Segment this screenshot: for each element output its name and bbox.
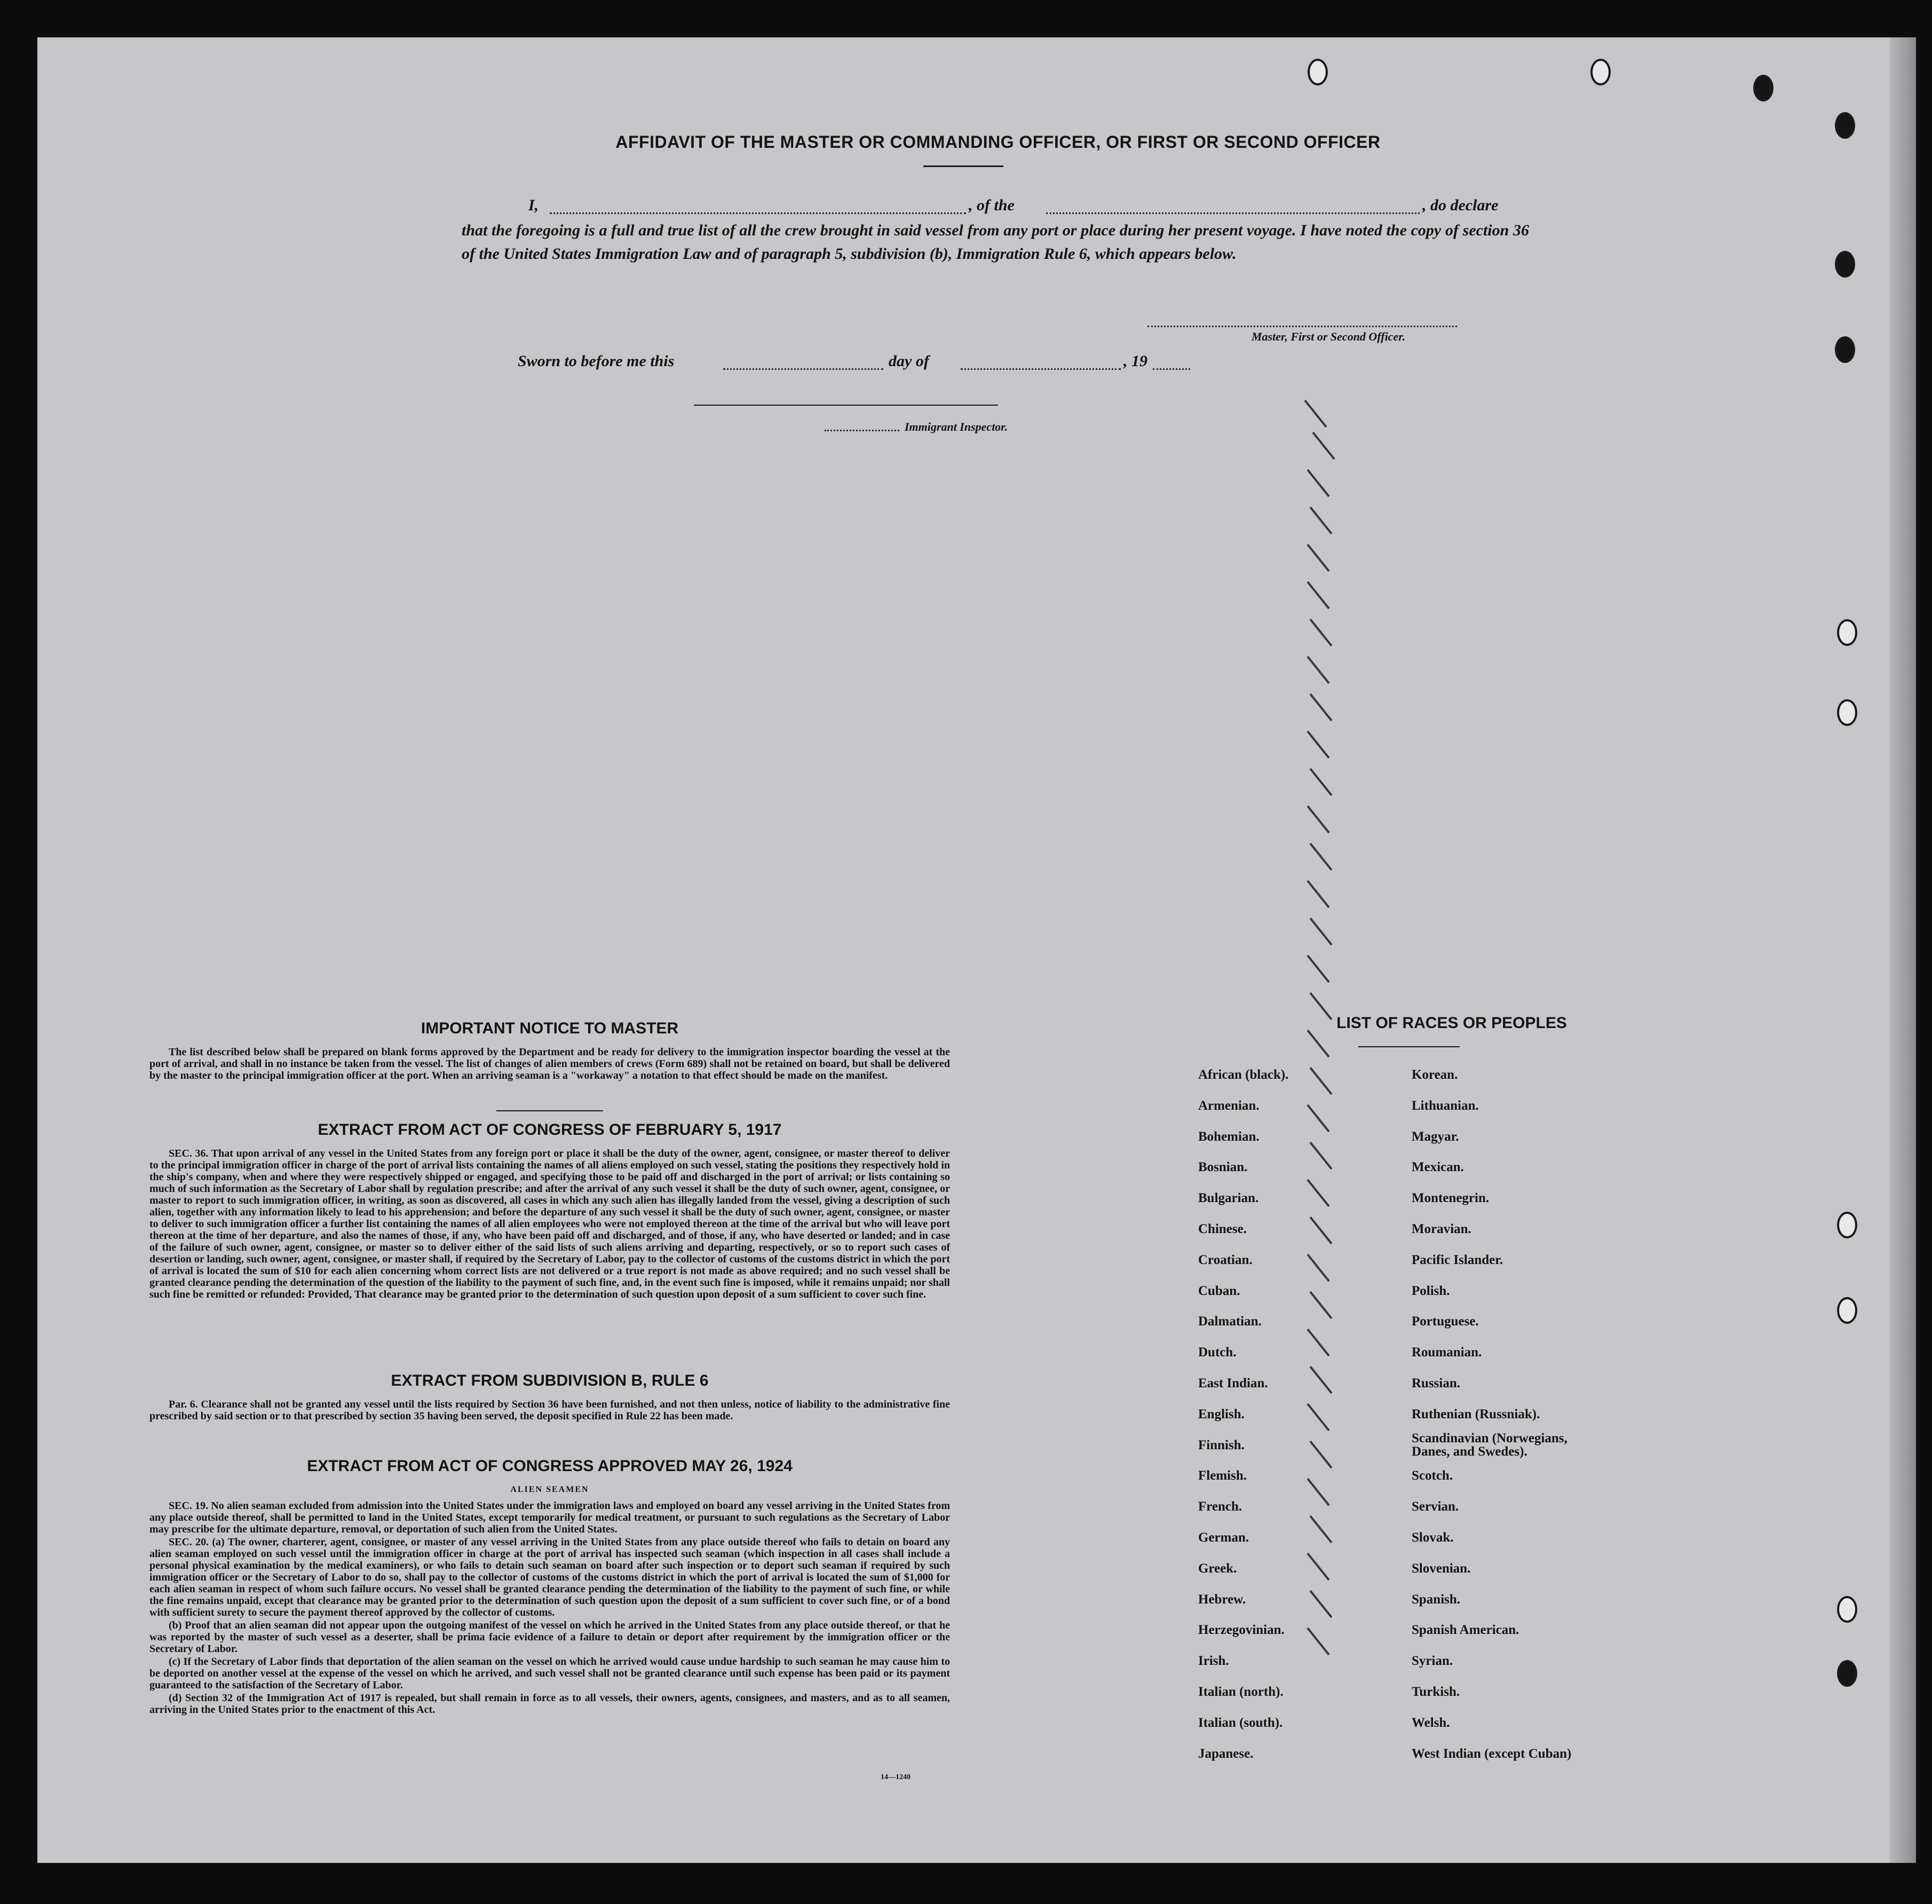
inspector-dots — [825, 430, 899, 431]
extract-1924-paragraph: (c) If the Secretary of Labor finds that deportation of the alien seaman on the vessel on which he arrived would cause undue hardship to such seaman he may cause him to be deported on another vessel at the expense of the vessel on which he arrived, and such vessel shall not be granted clearance until such expense has been paid or its payment guaranteed to the satisfaction of the Secretary of Labor. — [149, 1656, 950, 1691]
inspector-signature-line[interactable] — [694, 405, 998, 406]
race-item: Dalmatian. — [1198, 1314, 1262, 1329]
race-item: Hebrew. — [1198, 1592, 1246, 1607]
race-item: Slovak. — [1412, 1530, 1454, 1545]
punch-hole-icon — [1837, 619, 1857, 646]
punch-hole-icon — [1590, 59, 1611, 85]
extract-1917-text — [149, 1148, 950, 1301]
race-item: Armenian. — [1198, 1098, 1260, 1113]
race-item: Scotch. — [1412, 1468, 1453, 1483]
race-item: Moravian. — [1412, 1222, 1471, 1236]
sworn-day-of-label: day of — [889, 352, 929, 370]
race-item: Spanish. — [1412, 1592, 1461, 1607]
race-item: Bohemian. — [1198, 1129, 1260, 1144]
race-item: Flemish. — [1198, 1468, 1247, 1483]
signature-label: Master, First or Second Officer. — [1252, 330, 1406, 343]
extract-1924-paragraph: (b) Proof that an alien seaman did not appear upon the outgoing manifest of the vessel on which he arrived in the United States from any place outside thereof, or that he was reported by the master of such vessel as a deserter, shall be prima facie evidence of a failure to detain or deport after requirement by the immigration officer or the Secretary of Labor. — [149, 1619, 950, 1655]
punch-hole-icon — [1835, 336, 1855, 363]
punch-hole-icon — [1308, 59, 1328, 85]
race-item: Italian (north). — [1198, 1685, 1284, 1699]
races-title-underline — [1358, 1046, 1460, 1047]
affidavit-declare-label: , do declare — [1422, 196, 1499, 214]
race-item: Montenegrin. — [1412, 1191, 1490, 1206]
race-item: Cuban. — [1198, 1283, 1240, 1298]
punch-hole-icon — [1837, 1596, 1857, 1623]
sworn-day-blank-line[interactable] — [723, 368, 883, 370]
extract-1924-text — [149, 1500, 950, 1717]
race-item: Servian. — [1412, 1499, 1459, 1514]
extract-rule6-text — [149, 1399, 950, 1423]
race-item: Pacific Islander. — [1412, 1252, 1503, 1267]
punch-hole-icon — [1837, 699, 1857, 726]
race-item: English. — [1198, 1407, 1245, 1421]
race-item: Croatian. — [1198, 1252, 1253, 1267]
affidavit-statement: that the foregoing is a full and true list of all the crew brought in said vessel from any port or place during her present voyage. I have noted the copy of section 36 of the United States Immigration Law and of paragraph 5, subdivision (b), Immigration Rule 6, which appears below. — [462, 222, 1529, 263]
race-item: Syrian. — [1412, 1654, 1453, 1669]
punch-hole-icon — [1837, 1212, 1857, 1238]
race-item: Magyar. — [1412, 1129, 1459, 1144]
page-edge — [1889, 37, 1916, 1863]
inspector-label: Immigrant Inspector. — [905, 420, 1008, 433]
race-item: Greek. — [1198, 1561, 1237, 1576]
race-item: Scandinavian (Norwegians, Danes, and Swedes). — [1412, 1431, 1567, 1459]
race-item: Russian. — [1412, 1376, 1461, 1391]
race-item: Lithuanian. — [1412, 1098, 1479, 1113]
punch-hole-icon — [1835, 112, 1855, 139]
title-underline — [923, 165, 1003, 167]
punch-hole-icon — [1837, 1297, 1857, 1324]
race-item: Japanese. — [1198, 1746, 1254, 1761]
race-item: African (black). — [1198, 1068, 1289, 1082]
race-item: West Indian (except Cuban) — [1412, 1746, 1572, 1761]
punch-hole-icon — [1835, 251, 1855, 278]
affidavit-of-the-label: , of the — [969, 196, 1015, 214]
race-item: German. — [1198, 1530, 1249, 1545]
affidavit-i-label: I, — [528, 196, 539, 214]
race-item: Spanish American. — [1412, 1623, 1519, 1638]
extract-1917-paragraph: SEC. 36. That upon arrival of any vessel in the United States from any foreign port or place it shall be the duty of the owner, agent, consignee, or master thereof to deliver to the principal immigration officer in charge of the port of arrival lists containing the names of all aliens employed on such vessel, stating the positions they respectively hold in the ship's company, when and where they were respectively shipped or engaged, and specifying those to be paid off and discharged in the port of arrival; or lists containing so much of such information as the Secretary of Labor shall by regulation prescribe; and after the arrival of any such vessel it shall be the duty of such owner, agent, consignee, or master to report to such immigration officer, in writing, as soon as discovered, all cases in which any such alien has illegally landed from the vessel, giving a description of such alien, together with any information likely to lead to his apprehension; and before the departure of any such vessel it shall be the duty of such owner, agent, consignee, or master to deliver to such immigration officer a further list containing the names of all alien employees who were not employed thereon at the time of the arrival but who will leave port thereon at the time of her departure, and also the names of those, if any, who have been paid off and discharged, and of those, if any, who have deserted or landed; and in case of the failure of such owner, agent, consignee, or master so to deliver either of the said lists of such aliens arriving and departing, respectively, or so to report such cases of desertion or landing, such owner, agent, consignee, or master shall, if required by the Secretary of Labor, pay to the collector of customs of the customs district in which the port of arrival is located the sum of $10 for each alien concerning whom correct lists are not delivered or a true report is not made as above required; and no such vessel shall be granted clearance pending the determination of the question of the liability to the payment of such fine, and, in the event such fine is imposed, while it remains unpaid; nor shall such fine be remitted or refunded: Provided, That clearance may be granted prior to the determination of such question upon deposit of a sum sufficient to cover such fine. — [149, 1148, 950, 1300]
race-item: Roumanian. — [1412, 1345, 1482, 1360]
races-title: LIST OF RACES OR PEOPLES — [1336, 1014, 1567, 1032]
section-divider — [496, 1110, 603, 1111]
race-item: French. — [1198, 1499, 1242, 1514]
race-item: Korean. — [1412, 1068, 1458, 1082]
sworn-year-label: , 19 — [1123, 352, 1147, 370]
extract-1917-title: EXTRACT FROM ACT OF CONGRESS OF FEBRUARY 5, 1917 — [318, 1121, 782, 1139]
notice-paragraph: The list described below shall be prepared on blank forms approved by the Department and be ready for delivery to the immigration inspector boarding the vessel at the port of arrival, and shall in no instance be taken from the vessel. The list of changes of alien members of crews (Form 689) shall not be retained on board, but shall be delivered by the master to the principal immigration officer at the port. When an arriving seaman is a "workaway" a notation to that effect should be made on the manifest. — [149, 1046, 950, 1081]
race-item: Ruthenian (Russniak). — [1412, 1407, 1540, 1421]
race-item: Dutch. — [1198, 1345, 1237, 1360]
extract-rule6-title: EXTRACT FROM SUBDIVISION B, RULE 6 — [391, 1372, 709, 1389]
sworn-year-blank-line[interactable] — [1153, 368, 1190, 370]
race-item: Bosnian. — [1198, 1160, 1248, 1175]
race-item: Bulgarian. — [1198, 1191, 1259, 1206]
race-item: Irish. — [1198, 1654, 1229, 1669]
extract-1924-paragraph: SEC. 20. (a) The owner, charterer, agent, consignee, or master of any vessel arriving in the United States from any place outside thereof who fails to detain on board any alien seaman employed on such vessel until the immigration officer in charge at the port of arrival has inspected such seaman (which inspection in all cases shall include a personal physical examination by the medical examiners), or who fails to detain such seaman on board after such inspection or to deport such seaman if required by such immigration officer or the Secretary of Labor to do so, shall pay to the collector of customs of the customs district in which the port of arrival is located the sum of $1,000 for each alien seaman in respect of whom such failure occurs. No vessel shall be granted clearance pending the determination of the liability to the payment of such fine, or while the fine remains unpaid, except that clearance may be granted prior to the determination of such question upon the deposit of a sum sufficient to cover such fine, or of a bond with sufficient surety to secure the payment thereof approved by the collector of customs. — [149, 1536, 950, 1618]
extract-1924-paragraph: (d) Section 32 of the Immigration Act of 1917 is repealed, but shall remain in force as to all vessels, their owners, agents, consignees, and masters, and as to all seamen, arriving in the United States prior to the enactment of this Act. — [149, 1692, 950, 1716]
race-item: Chinese. — [1198, 1222, 1247, 1236]
sworn-month-blank-line[interactable] — [961, 368, 1121, 370]
extract-1924-subtitle: ALIEN SEAMEN — [510, 1485, 589, 1494]
race-item: Herzegovinian. — [1198, 1623, 1285, 1638]
race-item: Mexican. — [1412, 1160, 1464, 1175]
punch-hole-icon — [1753, 75, 1773, 101]
vessel-blank-line[interactable] — [1046, 212, 1420, 214]
signature-blank-line[interactable] — [1147, 326, 1457, 327]
race-item: Turkish. — [1412, 1685, 1460, 1699]
sworn-label: Sworn to before me this — [518, 352, 675, 370]
race-item: Polish. — [1412, 1283, 1450, 1298]
notice-title: IMPORTANT NOTICE TO MASTER — [421, 1020, 679, 1037]
name-blank-line[interactable] — [550, 212, 966, 214]
race-item: East Indian. — [1198, 1376, 1268, 1391]
race-item: Finnish. — [1198, 1437, 1245, 1452]
check-marks — [1286, 395, 1356, 1676]
form-number: 14—1240 — [881, 1773, 910, 1781]
extract-1924-title: EXTRACT FROM ACT OF CONGRESS APPROVED MAY 26, 1924 — [307, 1457, 793, 1475]
extract-rule6-paragraph: Par. 6. Clearance shall not be granted any vessel until the lists required by Section 36 have been furnished, and not then unless, notice of liability to the administrative fine prescribed by said section or to that prescribed by section 35 having been served, the deposit specified in Rule 22 has been made. — [149, 1399, 950, 1422]
document-page — [37, 37, 1889, 1863]
race-item: Welsh. — [1412, 1715, 1450, 1730]
notice-text — [149, 1046, 950, 1083]
extract-1924-paragraph: SEC. 19. No alien seaman excluded from admission into the United States under the immigration laws and employed on board any vessel arriving in the United States from any place outside thereof, shall be permitted to land in the United States, except temporarily for medical treatment, or pursuant to such regulations as the Secretary of Labor may prescribe for the ultimate departure, removal, or deportation of such alien from the United States. — [149, 1500, 950, 1535]
race-item: Portuguese. — [1412, 1314, 1479, 1329]
race-item: Italian (south). — [1198, 1715, 1283, 1730]
punch-hole-icon — [1837, 1660, 1857, 1687]
race-item: Slovenian. — [1412, 1561, 1471, 1576]
affidavit-title: AFFIDAVIT OF THE MASTER OR COMMANDING OFFICER, OR FIRST OR SECOND OFFICER — [615, 132, 1381, 152]
